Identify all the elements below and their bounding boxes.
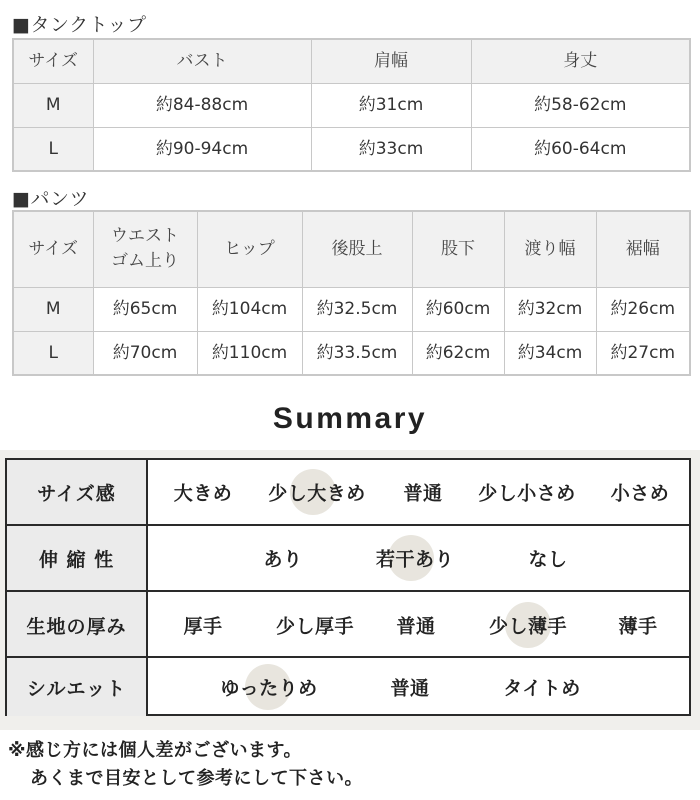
table-cell: 約62cm	[412, 331, 504, 375]
summary-option: 普通	[403, 482, 443, 505]
summary-row-thickness	[7, 590, 689, 658]
header-cell: 股下	[412, 211, 504, 287]
summary-option: 大きめ	[173, 482, 233, 505]
summary-option: 厚手	[183, 615, 223, 638]
summary-label: 伸 縮 性	[7, 526, 148, 590]
pants-title: ■パンツ	[12, 188, 89, 210]
header-cell: 裾幅	[596, 211, 690, 287]
table-cell: 約84-88cm	[93, 83, 311, 127]
summary-option: 小さめ	[610, 482, 670, 505]
header-cell: 渡り幅	[504, 211, 596, 287]
header-cell: 身丈	[471, 39, 690, 83]
table-row	[13, 287, 690, 331]
size-cell: M	[13, 83, 93, 127]
table-cell: 約60cm	[412, 287, 504, 331]
summary-option: 普通	[396, 615, 436, 638]
table-cell: 約33cm	[311, 127, 471, 171]
summary-row-stretch	[7, 524, 689, 590]
size-cell: L	[13, 331, 93, 375]
size-cell: L	[13, 127, 93, 171]
header-cell: サイズ	[13, 211, 93, 287]
table-cell: 約90-94cm	[93, 127, 311, 171]
summary-option: なし	[528, 548, 568, 571]
summary-option: 少し薄手	[488, 615, 568, 638]
table-cell: 約104cm	[197, 287, 302, 331]
summary-label: サイズ感	[7, 460, 148, 524]
summary-label: 生地の厚み	[7, 592, 148, 658]
summary-option: 少し厚手	[275, 615, 355, 638]
tank-top-size-table	[12, 38, 691, 172]
table-row	[13, 331, 690, 375]
tank-top-title: ■タンクトップ	[12, 14, 147, 36]
table-row	[13, 127, 690, 171]
pants-size-table	[12, 210, 691, 376]
table-cell: 約60-64cm	[471, 127, 690, 171]
summary-title: Summary	[272, 402, 428, 435]
table-cell: 約26cm	[596, 287, 690, 331]
summary-option: あり	[263, 548, 303, 571]
header-cell: ヒップ	[197, 211, 302, 287]
table-row	[13, 83, 690, 127]
table-cell: 約27cm	[596, 331, 690, 375]
table-header-row	[13, 211, 690, 287]
table-cell: 約32.5cm	[302, 287, 412, 331]
summary-option: 少し大きめ	[268, 482, 366, 505]
header-cell: ウエスト ゴム上り	[93, 211, 197, 287]
table-cell: 約65cm	[93, 287, 197, 331]
table-cell: 約58-62cm	[471, 83, 690, 127]
note-line-1: ※感じ方には個人差がございます。	[8, 740, 303, 761]
header-cell: 後股上	[302, 211, 412, 287]
summary-option: 若干あり	[375, 548, 455, 571]
summary-option: 少し小さめ	[478, 482, 576, 505]
table-cell: 約32cm	[504, 287, 596, 331]
summary-row-silhouette	[7, 656, 689, 716]
summary-label: シルエット	[7, 658, 148, 716]
size-cell: M	[13, 287, 93, 331]
table-cell: 約33.5cm	[302, 331, 412, 375]
table-cell: 約31cm	[311, 83, 471, 127]
summary-box	[5, 458, 691, 716]
header-cell: バスト	[93, 39, 311, 83]
note-line-2: あくまで目安として参考にして下さい。	[30, 768, 363, 789]
summary-option: 普通	[390, 677, 430, 700]
summary-row-size-feel	[7, 460, 689, 524]
table-cell: 約34cm	[504, 331, 596, 375]
table-cell: 約70cm	[93, 331, 197, 375]
table-header-row	[13, 39, 690, 83]
summary-option: タイトめ	[503, 677, 581, 700]
table-cell: 約110cm	[197, 331, 302, 375]
summary-option: ゆったりめ	[220, 677, 318, 700]
summary-option: 薄手	[618, 615, 658, 638]
header-cell: サイズ	[13, 39, 93, 83]
header-cell: 肩幅	[311, 39, 471, 83]
